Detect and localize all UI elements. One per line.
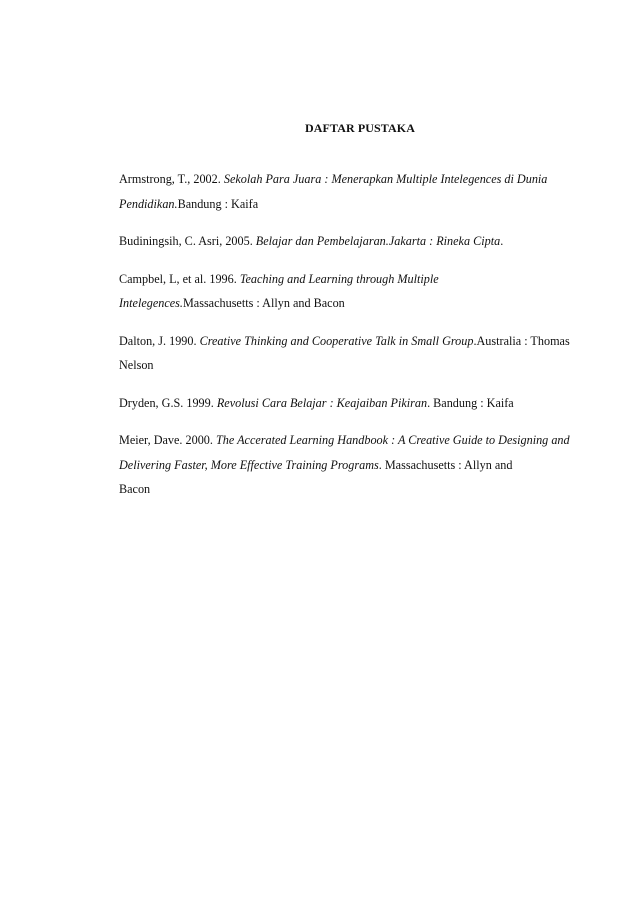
reference-line bbox=[119, 192, 604, 217]
reference-text: Armstrong, T., 2002. bbox=[119, 172, 224, 186]
reference-entry bbox=[119, 229, 604, 254]
reference-entry bbox=[119, 329, 604, 378]
reference-line bbox=[119, 391, 604, 416]
reference-entry bbox=[119, 167, 604, 216]
reference-text: Nelson bbox=[119, 358, 154, 372]
reference-text: Bandung : Kaifa bbox=[177, 196, 259, 211]
reference-title-text: Creative Thinking and Cooperative Talk in Small Group bbox=[199, 333, 474, 348]
reference-title-text: Teaching and Learning through Multiple bbox=[239, 271, 439, 286]
reference-text: Dryden, G.S. 1999. bbox=[119, 395, 217, 410]
reference-title-text: Belajar dan Pembelajaran.Jakarta : Rineka Cipta bbox=[255, 234, 501, 248]
reference-line bbox=[119, 428, 604, 453]
reference-text: .Australia : Thomas bbox=[473, 333, 570, 348]
reference-line bbox=[119, 353, 604, 378]
reference-line bbox=[119, 267, 604, 292]
reference-title-text: Sekolah Para Juara : Menerapkan Multiple Intelegences di Dunia bbox=[223, 172, 548, 186]
page-title: DAFTAR PUSTAKA bbox=[305, 121, 415, 135]
reference-text: Massachusetts : Allyn and Bacon bbox=[182, 296, 345, 310]
reference-line bbox=[119, 329, 604, 354]
reference-list bbox=[119, 167, 604, 515]
reference-text: Budiningsih, C. Asri, 2005. bbox=[119, 234, 256, 248]
reference-entry bbox=[119, 267, 604, 316]
reference-title-text: Pendidikan. bbox=[119, 196, 178, 211]
reference-line bbox=[119, 229, 604, 254]
reference-title-text: The Accerated Learning Handbook : A Creative Guide to Designing and bbox=[215, 433, 570, 447]
reference-text: . Massachusetts : Allyn and bbox=[378, 457, 513, 472]
reference-line bbox=[119, 453, 604, 478]
reference-entry bbox=[119, 428, 604, 502]
reference-line bbox=[119, 291, 604, 316]
reference-text: Meier, Dave. 2000. bbox=[119, 433, 216, 447]
reference-text: . bbox=[500, 234, 504, 248]
reference-title-text: Delivering Faster, More Effective Training Programs bbox=[119, 457, 379, 472]
reference-text: Bacon bbox=[119, 482, 151, 496]
reference-entry bbox=[119, 391, 604, 416]
reference-line bbox=[119, 167, 604, 192]
reference-title-text: Intelegences. bbox=[119, 296, 183, 310]
reference-text: Campbel, L, et al. 1996. bbox=[119, 271, 240, 286]
reference-text: . Bandung : Kaifa bbox=[427, 395, 514, 410]
reference-line bbox=[119, 477, 604, 502]
reference-title-text: Revolusi Cara Belajar : Keajaiban Pikiran bbox=[216, 395, 428, 410]
reference-text: Dalton, J. 1990. bbox=[119, 333, 200, 348]
